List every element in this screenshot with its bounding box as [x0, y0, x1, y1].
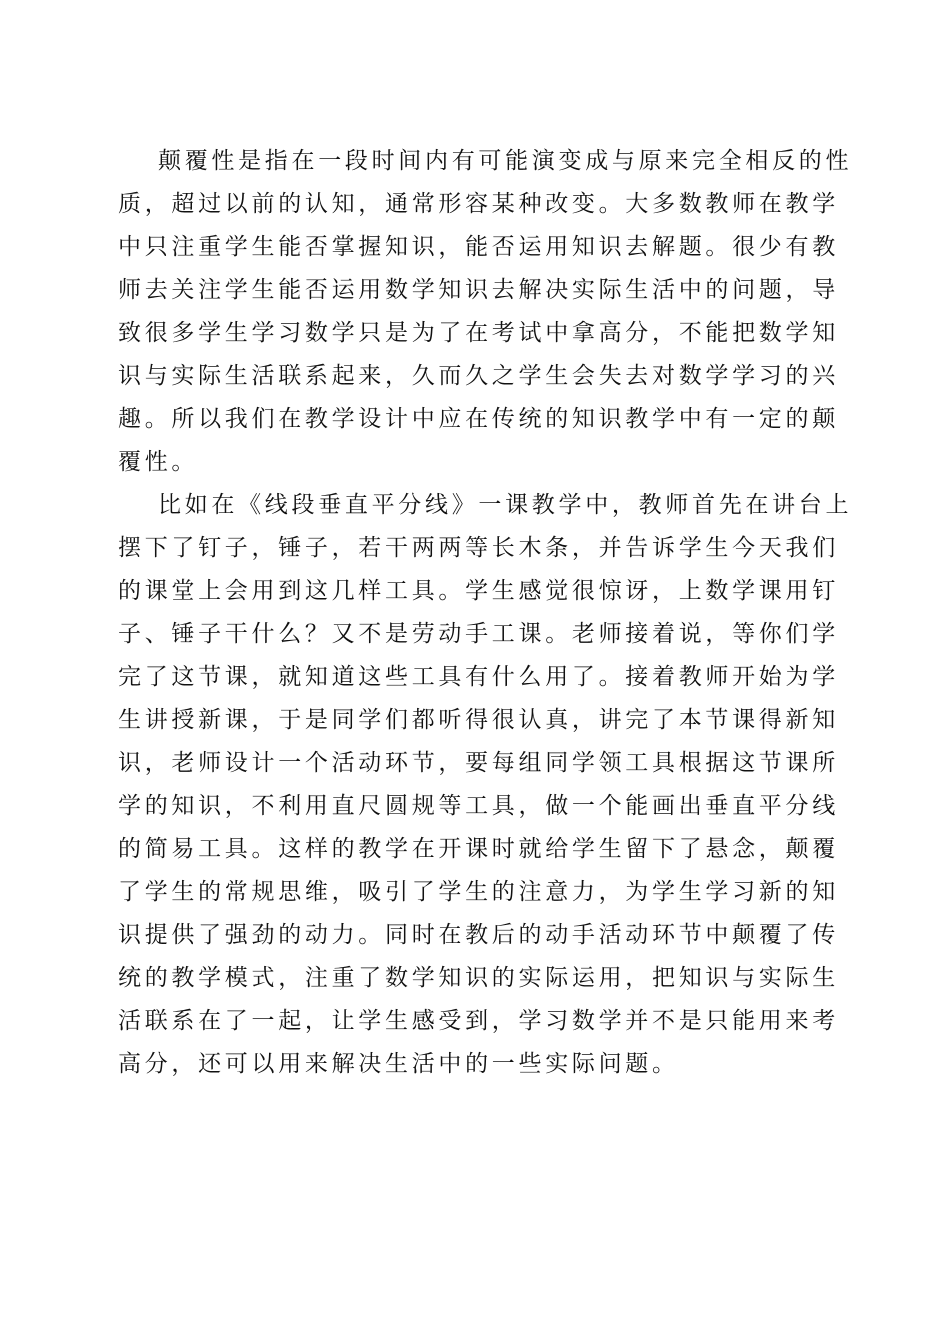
paragraph-1 — [118, 140, 853, 484]
paragraph-line: 识与实际生活联系起来，久而久之学生会失去对数学学习的兴 — [118, 363, 839, 389]
paragraph-line: 的简易工具。这样的教学在开课时就给学生留下了悬念，颠覆 — [118, 836, 839, 862]
paragraph-line: 统的教学模式，注重了数学知识的实际运用，把知识与实际生 — [118, 965, 839, 991]
paragraph-line: 生讲授新课，于是同学们都听得很认真，讲完了本节课得新知 — [118, 707, 839, 733]
paragraph-line: 摆下了钉子，锤子，若干两两等长木条，并告诉学生今天我们 — [118, 535, 839, 561]
paragraph-line: 识提供了强劲的动力。同时在教后的动手活动环节中颠覆了传 — [118, 922, 839, 948]
paragraph-line: 师去关注学生能否运用数学知识去解决实际生活中的问题，导 — [118, 277, 839, 303]
paragraph-line: 的课堂上会用到这几样工具。学生感觉很惊讶，上数学课用钉 — [118, 578, 839, 604]
paragraph-line: 识，老师设计一个活动环节，要每组同学领工具根据这节课所 — [118, 750, 839, 776]
paragraph-line: 高分，还可以用来解决生活中的一些实际问题。 — [118, 1051, 679, 1077]
paragraph-line: 子、锤子干什么？又不是劳动手工课。老师接着说，等你们学 — [118, 621, 839, 647]
paragraph-line: 致很多学生学习数学只是为了在考试中拿高分，不能把数学知 — [118, 320, 839, 346]
paragraph-line: 颠覆性是指在一段时间内有可能演变成与原来完全相反的性 — [158, 148, 853, 174]
paragraph-line: 中只注重学生能否掌握知识，能否运用知识去解题。很少有教 — [118, 234, 839, 260]
paragraph-line: 趣。所以我们在教学设计中应在传统的知识教学中有一定的颠 — [118, 406, 839, 432]
paragraph-line: 完了这节课，就知道这些工具有什么用了。接着教师开始为学 — [118, 664, 839, 690]
paragraph-2 — [118, 484, 853, 1086]
paragraph-line: 质，超过以前的认知，通常形容某种改变。大多数教师在教学 — [118, 191, 839, 217]
paragraph-line: 覆性。 — [118, 449, 199, 475]
document-body — [118, 140, 853, 1086]
paragraph-line: 比如在《线段垂直平分线》一课教学中，教师首先在讲台上 — [158, 492, 853, 518]
paragraph-line: 了学生的常规思维，吸引了学生的注意力，为学生学习新的知 — [118, 879, 839, 905]
paragraph-line: 活联系在了一起，让学生感受到，学习数学并不是只能用来考 — [118, 1008, 839, 1034]
paragraph-line: 学的知识，不利用直尺圆规等工具，做一个能画出垂直平分线 — [118, 793, 839, 819]
